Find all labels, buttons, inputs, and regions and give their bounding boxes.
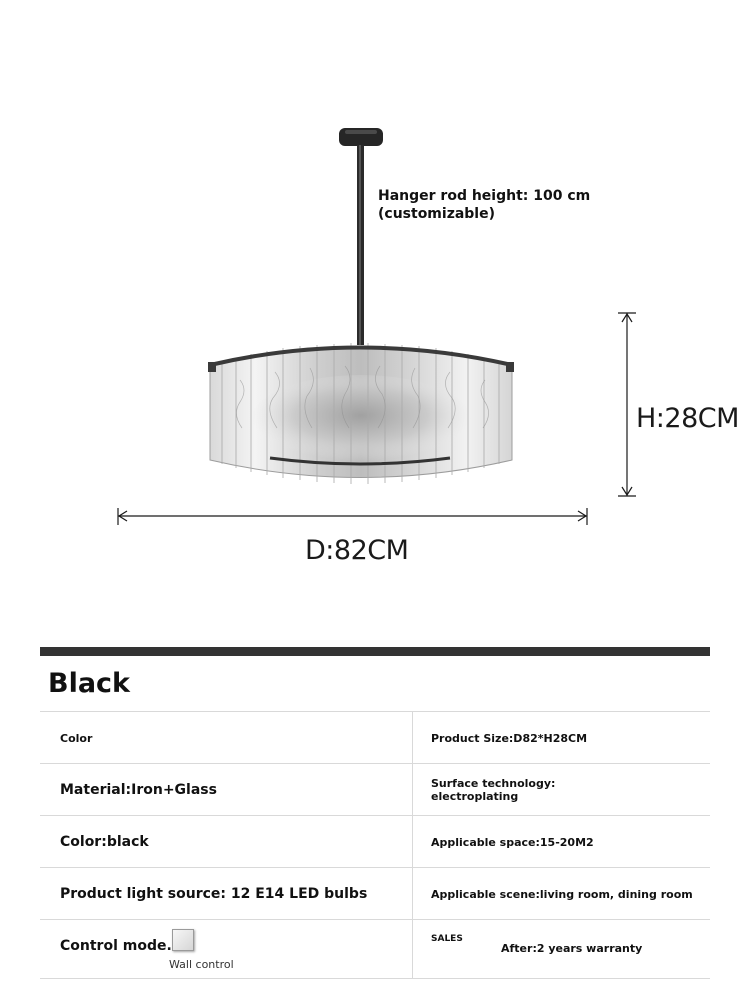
spec-surface-technology xyxy=(431,764,701,816)
spec-row xyxy=(40,919,710,979)
wall-switch-icon xyxy=(172,929,194,951)
sales-label: SALES xyxy=(431,934,463,944)
spec-color-header: Color xyxy=(60,731,93,745)
chandelier-shade xyxy=(208,343,514,484)
spec-material: Material:Iron+Glass xyxy=(60,782,217,798)
diameter-label: D:82CM xyxy=(305,535,409,566)
diameter-dimension-line xyxy=(118,508,587,525)
spec-control-mode: Control mode. xyxy=(60,938,172,954)
height-dimension-line xyxy=(618,313,636,496)
surface-technology-label: Surface technology: xyxy=(431,777,556,790)
spec-title: Black xyxy=(48,668,131,699)
hanger-note-line2: (customizable) xyxy=(378,206,496,222)
spec-row xyxy=(40,815,710,867)
surface-technology-value: electroplating xyxy=(431,790,519,803)
hanger-note-line1: Hanger rod height: 100 cm xyxy=(378,188,591,204)
spec-color: Color:black xyxy=(60,834,149,850)
ceiling-canopy xyxy=(339,128,383,146)
hanger-rod-note xyxy=(378,187,590,223)
height-label: H:28CM xyxy=(636,403,739,434)
spec-header-bar xyxy=(40,647,710,656)
wall-control-label: Wall control xyxy=(169,958,234,971)
spec-applicable-scene: Applicable scene:living room, dining room xyxy=(431,887,693,901)
spec-light-source: Product light source: 12 E14 LED bulbs xyxy=(60,886,368,902)
spec-applicable-space: Applicable space:15-20M2 xyxy=(431,835,594,849)
spec-row xyxy=(40,867,710,919)
spec-row xyxy=(40,711,710,763)
spec-table xyxy=(40,711,710,979)
warranty-label: After:2 years warranty xyxy=(501,942,643,955)
spec-row xyxy=(40,763,710,815)
spec-product-size: Product Size:D82*H28CM xyxy=(431,731,588,745)
